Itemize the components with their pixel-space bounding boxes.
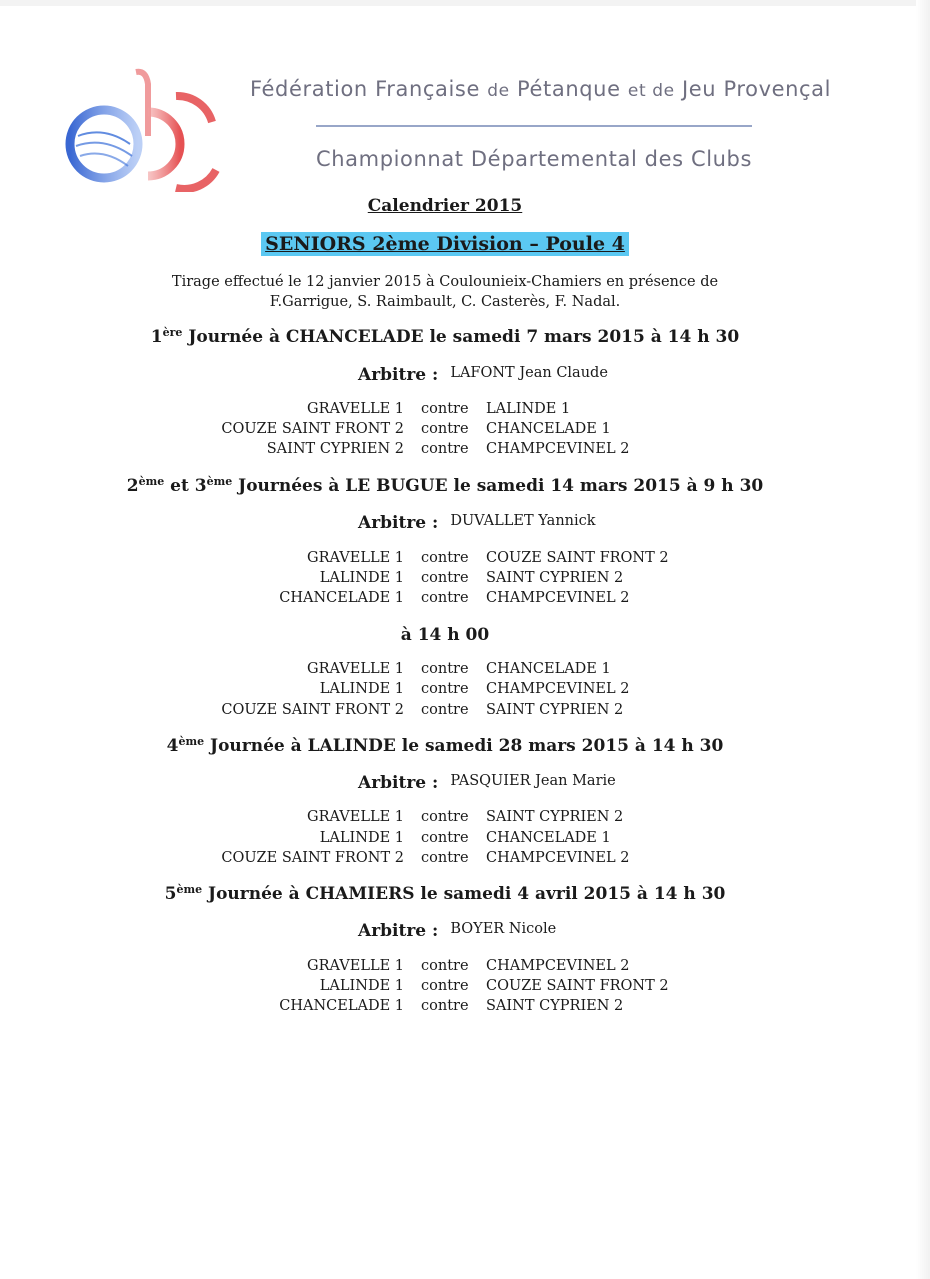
scan-top-edge <box>0 0 930 6</box>
match-row: GRAVELLE 1 contre SAINT CYPRIEN 2 <box>307 809 624 825</box>
match-row: LALINDE 1 contre CHAMPCEVINEL 2 <box>319 681 630 697</box>
match-row: SAINT CYPRIEN 2 contre CHAMPCEVINEL 2 <box>266 441 630 457</box>
second-session-time: à 14 h 00 <box>400 625 490 645</box>
match-row: CHANCELADE 1 contre SAINT CYPRIEN 2 <box>279 998 624 1014</box>
journee-5-arbitre: Arbitre : BOYER Nicole <box>358 921 557 941</box>
match-row: LALINDE 1 contre CHANCELADE 1 <box>319 830 611 846</box>
fpjp-logo-icon <box>64 66 220 192</box>
journee-4-arbitre: Arbitre : PASQUIER Jean Marie <box>358 773 616 793</box>
match-row: LALINDE 1 contre SAINT CYPRIEN 2 <box>319 570 624 586</box>
tirage-line-1: Tirage effectué le 12 janvier 2015 à Coulounieix-Chamiers en présence de <box>171 274 719 290</box>
journee-4-heading: 4ème Journée à LALINDE le samedi 28 mars 2015 à 14 h 30 <box>166 735 724 756</box>
tirage-info <box>0 272 890 312</box>
match-row: CHANCELADE 1 contre CHAMPCEVINEL 2 <box>279 590 630 606</box>
division-title-wrapper <box>0 232 890 256</box>
division-title: SENIORS 2ème Division – Poule 4 <box>261 232 629 256</box>
journee-1-arbitre: Arbitre : LAFONT Jean Claude <box>358 365 608 385</box>
calendar-title: Calendrier 2015 <box>367 196 523 216</box>
championnat-title: Championnat Départemental des Clubs <box>316 147 753 171</box>
journee-1-heading: 1ère Journée à CHANCELADE le samedi 7 mars 2015 à 14 h 30 <box>150 326 740 347</box>
journee-5-heading: 5ème Journée à CHAMIERS le samedi 4 avril 2015 à 14 h 30 <box>164 883 726 904</box>
match-row: COUZE SAINT FRONT 2 contre CHAMPCEVINEL 2 <box>221 850 630 866</box>
header-divider <box>316 125 752 127</box>
tirage-line-2: F.Garrigue, S. Raimbault, C. Casterès, F. Nadal. <box>269 294 621 310</box>
match-row: COUZE SAINT FRONT 2 contre SAINT CYPRIEN 2 <box>221 702 624 718</box>
scan-right-edge <box>916 0 930 1279</box>
match-row: GRAVELLE 1 contre LALINDE 1 <box>307 401 571 417</box>
match-row: LALINDE 1 contre COUZE SAINT FRONT 2 <box>319 978 669 994</box>
match-row: GRAVELLE 1 contre CHAMPCEVINEL 2 <box>307 958 630 974</box>
match-row: GRAVELLE 1 contre CHANCELADE 1 <box>307 661 611 677</box>
journee-2-3-arbitre: Arbitre : DUVALLET Yannick <box>358 513 596 533</box>
journee-2-3-heading: 2ème et 3ème Journées à LE BUGUE le samedi 14 mars 2015 à 9 h 30 <box>126 475 764 496</box>
match-row: GRAVELLE 1 contre COUZE SAINT FRONT 2 <box>307 550 669 566</box>
match-row: COUZE SAINT FRONT 2 contre CHANCELADE 1 <box>221 421 611 437</box>
federation-name: Fédération Française de Pétanque et de Jeu Provençal <box>250 77 832 101</box>
